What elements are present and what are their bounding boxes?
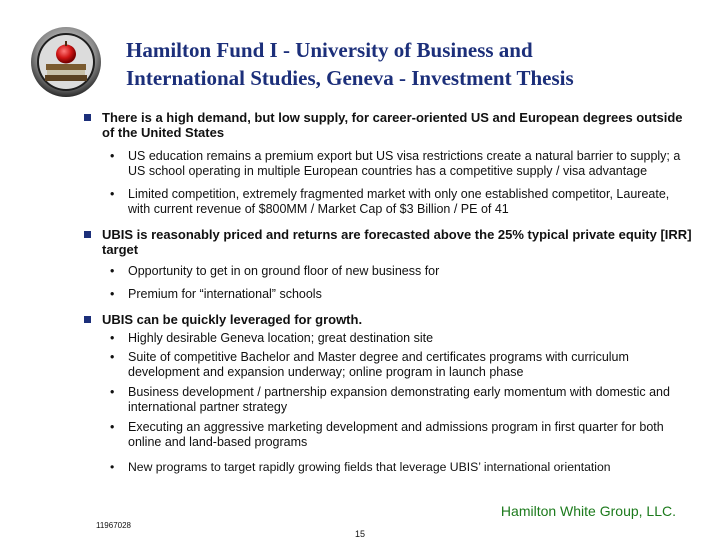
slide-title (126, 36, 696, 92)
sub-bullet: • Executing an aggressive marketing development and admissions program in first quarter for both online and land-based programs (110, 420, 664, 449)
sub-bullet: • Premium for “international” schools (110, 287, 322, 301)
bullet-content (84, 110, 694, 475)
bullet-dot-icon: • (110, 350, 115, 364)
title-line-2: International Studies, Geneva - Investment Thesis (126, 66, 574, 90)
sub-bullet: • Highly desirable Geneva location; great destination site (110, 331, 434, 345)
footer-brand: Hamilton White Group, LLC. (500, 503, 676, 519)
sub-bullet: • US education remains a premium export but US visa restrictions create a natural barrier to supply; a US school operating in multiple European countries has a competitive supply / visa advantage (110, 149, 681, 178)
square-bullet-icon (84, 231, 91, 238)
apple-books-logo-icon (30, 26, 102, 98)
square-bullet-icon (84, 114, 91, 121)
main-bullet-demand: There is a high demand, but low supply, for career-oriented US and European degrees outside of the United States (84, 110, 694, 140)
main-bullet-growth: UBIS can be quickly leveraged for growth. (84, 312, 694, 327)
document-id: 11967028 (96, 521, 131, 530)
bullet-dot-icon: • (110, 187, 115, 201)
bullet-dot-icon: • (110, 420, 115, 434)
main-bullet-pricing: UBIS is reasonably priced and returns are forecasted above the 25% typical private equity [IRR] target (84, 227, 694, 257)
bullet-dot-icon: • (110, 385, 115, 399)
bullet-dot-icon: • (110, 264, 115, 278)
page-number: 15 (355, 529, 366, 539)
bullet-dot-icon: • (110, 149, 115, 163)
sub-bullet: • Business development / partnership expansion demonstrating early momentum with domestic and international partner strategy (110, 385, 670, 414)
bullet-dot-icon: • (110, 331, 115, 345)
sub-bullet: • Limited competition, extremely fragmented market with only one established competitor, Laureate, with current revenue of $800MM / Market Cap of $3 Billion / PE of 41 (110, 187, 670, 216)
sub-bullet: • Opportunity to get in on ground floor of new business for (110, 264, 440, 278)
sub-bullet: • New programs to target rapidly growing fields that leverage UBIS’ international orientation (110, 460, 611, 474)
square-bullet-icon (84, 316, 91, 323)
bullet-dot-icon: • (110, 287, 115, 301)
bullet-dot-icon: • (110, 460, 115, 474)
sub-bullet: • Suite of competitive Bachelor and Master degree and certificates programs with curriculum development and expansion underway; online program in launch phase (110, 350, 629, 379)
title-line-1: Hamilton Fund I - University of Business and (126, 38, 533, 62)
